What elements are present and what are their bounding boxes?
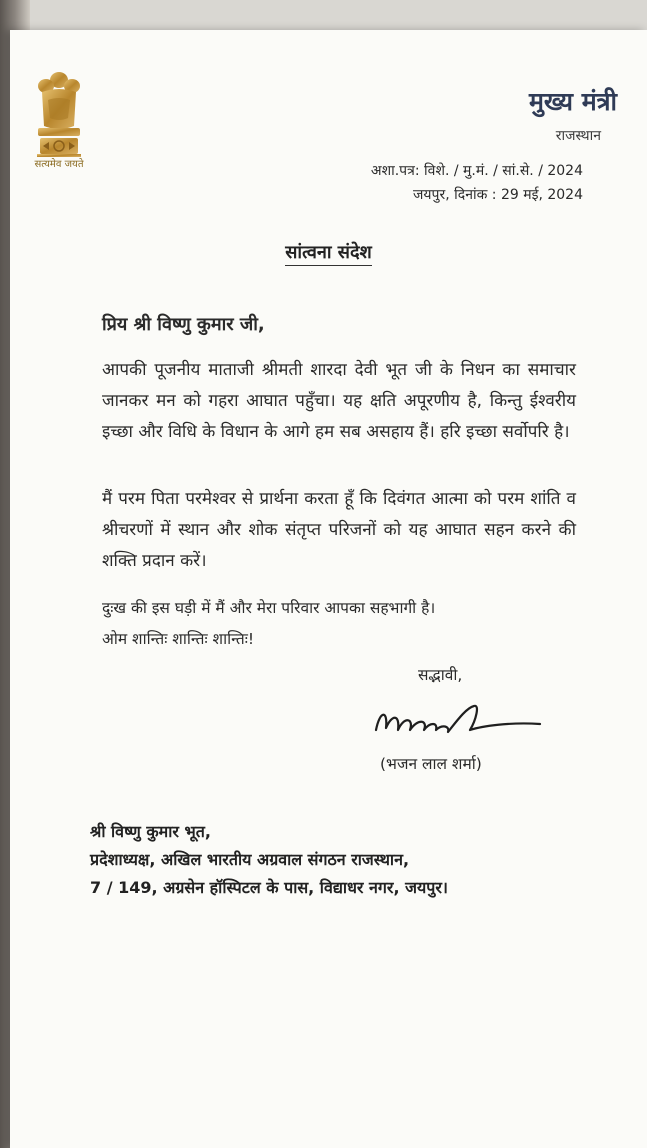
body-paragraph-2: मैं परम पिता परमेश्वर से प्रार्थना करता हूँ कि दिवंगत आत्मा को परम शांति व श्रीचरणों में स्थान और शोक संतृप्त परिजनों को यह आघात सहन करने की शक्ति प्रदान करें। bbox=[102, 489, 576, 571]
salutation: प्रिय श्री विष्णु कुमार जी, bbox=[102, 314, 265, 335]
reference-number: अशा.पत्र: विशे. / मु.मं. / सां.से. / 2024 bbox=[370, 163, 583, 179]
letter-page bbox=[10, 30, 647, 1148]
closing-regards: सद्भावी, bbox=[418, 666, 463, 684]
office-title: मुख्य मंत्री bbox=[528, 87, 617, 116]
subject-text: सांत्वना संदेश bbox=[285, 242, 372, 266]
office-state: राजस्थान bbox=[555, 128, 601, 144]
recipient-designation: प्रदेशाध्यक्ष, अखिल भारतीय अग्रवाल संगठन राजस्थान, bbox=[90, 850, 410, 869]
emblem-motto: सत्यमेव जयते bbox=[34, 159, 84, 170]
body-line-prayer: ओम शान्तिः शान्तिः शान्तिः! bbox=[102, 630, 255, 648]
letter-subject bbox=[10, 240, 647, 264]
recipient-name: श्री विष्णु कुमार भूत, bbox=[90, 822, 211, 841]
recipient-address: 7 / 149, अग्रसेन हॉस्पिटल के पास, विद्याधर नगर, जयपुर। bbox=[90, 878, 448, 897]
place-date: जयपुर, दिनांक : 29 मई, 2024 bbox=[413, 187, 583, 203]
body-paragraph-1: आपकी पूजनीय माताजी श्रीमती शारदा देवी भूत जी के निधन का समाचार जानकर मन को गहरा आघात पहुँचा। यह क्षति अपूरणीय है, किन्तु ईश्वरीय इच्छा और विधि के विधान के आगे हम सब असहाय हैं। हरि इच्छा सर्वोपरि है। bbox=[102, 360, 576, 442]
signatory-name: (भजन लाल शर्मा) bbox=[380, 755, 482, 773]
body-line-sympathy: दुःख की इस घड़ी में मैं और मेरा परिवार आपका सहभागी है। bbox=[102, 599, 436, 617]
state-emblem-icon bbox=[28, 66, 90, 198]
handwritten-signature bbox=[370, 700, 545, 740]
